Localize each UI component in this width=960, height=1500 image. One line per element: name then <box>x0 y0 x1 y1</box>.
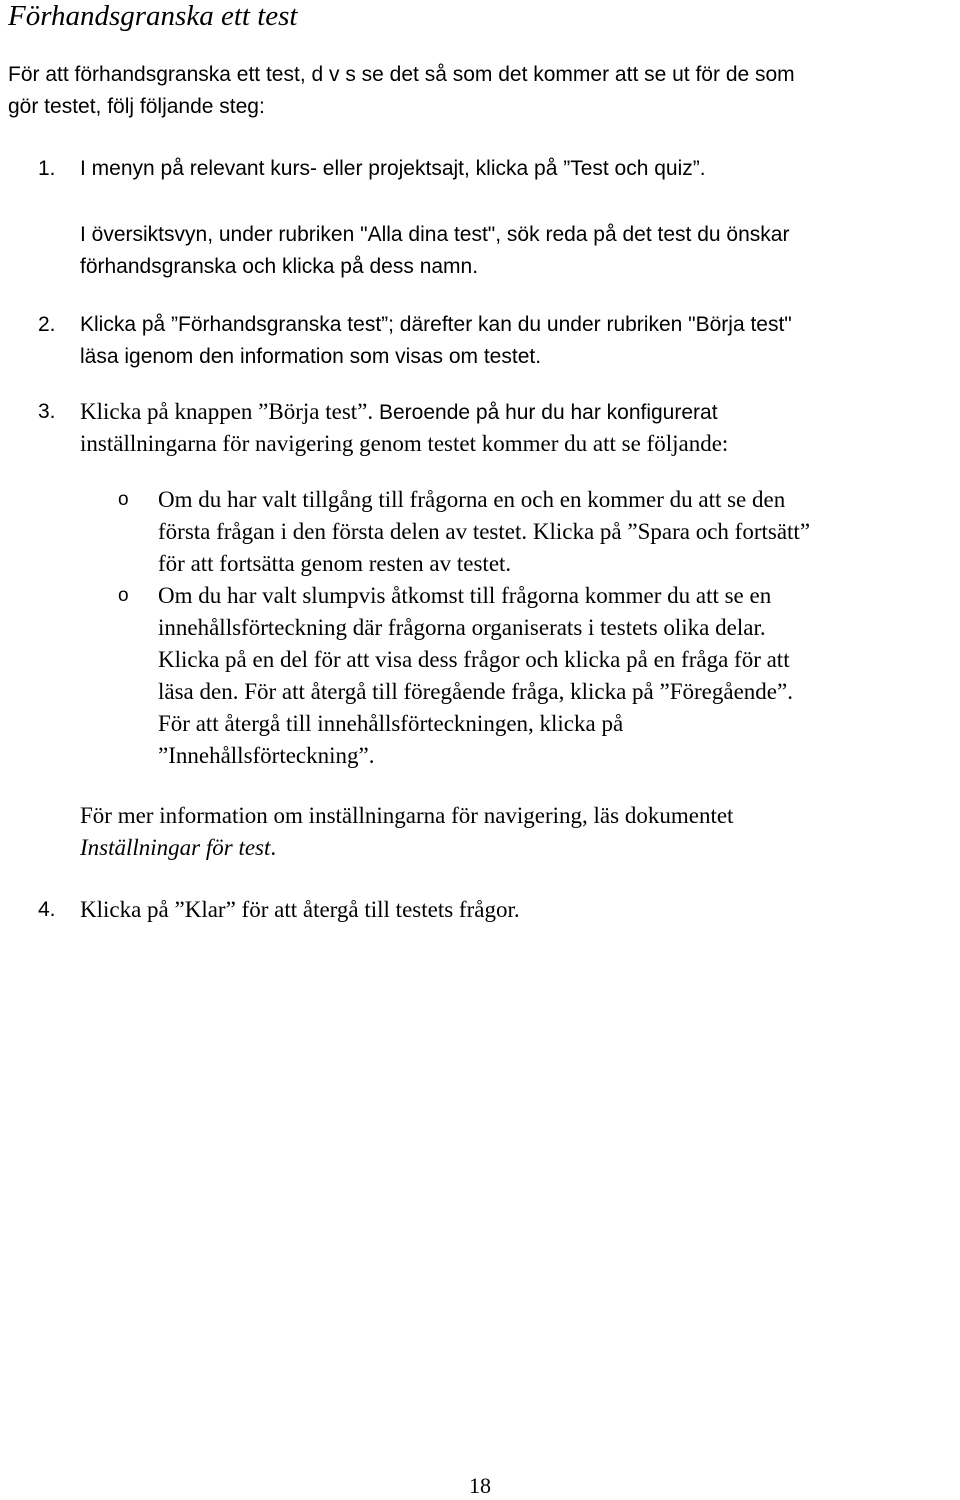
bullet-2-line-4: läsa den. För att återgå till föregående fråga, klicka på ”Föregående”. <box>158 679 793 704</box>
step-3-line-1 <box>80 396 718 431</box>
intro-line-2: gör testet, följ följande steg: <box>8 95 265 118</box>
intro-line-1: För att förhandsgranska ett test, d v s se det så som det kommer att se ut för de som <box>8 63 795 86</box>
more-info-line-2 <box>80 832 276 864</box>
bullet-1-line-2: första frågan i den första delen av testet. Klicka på ”Spara och fortsätt” <box>158 519 811 544</box>
more-info-line-1: För mer information om inställningarna för navigering, läs dokumentet <box>80 803 734 828</box>
step-1-subtext-line-2: förhandsgranska och klicka på dess namn. <box>80 255 479 278</box>
bullet-2-line-3: Klicka på en del för att visa dess frågor och klicka på en fråga för att <box>158 647 790 672</box>
step-2-line-1: Klicka på ”Förhandsgranska test”; därefter kan du under rubriken "Börja test" <box>80 313 792 336</box>
page-title: Förhandsgranska ett test <box>8 0 298 32</box>
step-1-number: 1. <box>38 157 56 180</box>
bullet-1-line-1: Om du har valt tillgång till frågorna en och en kommer du att se den <box>158 487 786 512</box>
bullet-marker: o <box>118 585 129 606</box>
bullet-2-line-6: ”Innehållsförteckning”. <box>158 743 375 768</box>
settings-document-reference: Inställningar för test <box>80 835 271 860</box>
step-1-text: I menyn på relevant kurs- eller projektsajt, klicka på ”Test och quiz”. <box>80 157 706 180</box>
bullet-2-line-2: innehållsförteckning där frågorna organiserats i testets olika delar. <box>158 615 766 640</box>
more-info-period: . <box>270 835 277 860</box>
page-number: 18 <box>469 1473 491 1498</box>
step-2-line-2: läsa igenom den information som visas om testet. <box>80 345 542 368</box>
step-3-number: 3. <box>38 400 56 423</box>
bullet-marker: o <box>118 489 129 510</box>
step-1-subtext-line-1: I översiktsvyn, under rubriken "Alla dina test", sök reda på det test du önskar <box>80 223 790 246</box>
step-4-number: 4. <box>38 898 56 921</box>
step-3-line-1-part-a: Klicka på knappen ”Börja test”. <box>80 399 374 424</box>
bullet-2-line-1: Om du har valt slumpvis åtkomst till frågorna kommer du att se en <box>158 583 772 608</box>
step-2-number: 2. <box>38 313 56 336</box>
step-3-line-1-part-b: Beroende på hur du har konfigurerat <box>373 401 718 424</box>
bullet-2-line-5: För att återgå till innehållsförteckningen, klicka på <box>158 711 624 736</box>
bullet-1-line-3: för att fortsätta genom resten av testet. <box>158 551 512 576</box>
step-4-text: Klicka på ”Klar” för att återgå till testets frågor. <box>80 897 520 922</box>
step-3-line-2: inställningarna för navigering genom testet kommer du att se följande: <box>80 431 729 456</box>
